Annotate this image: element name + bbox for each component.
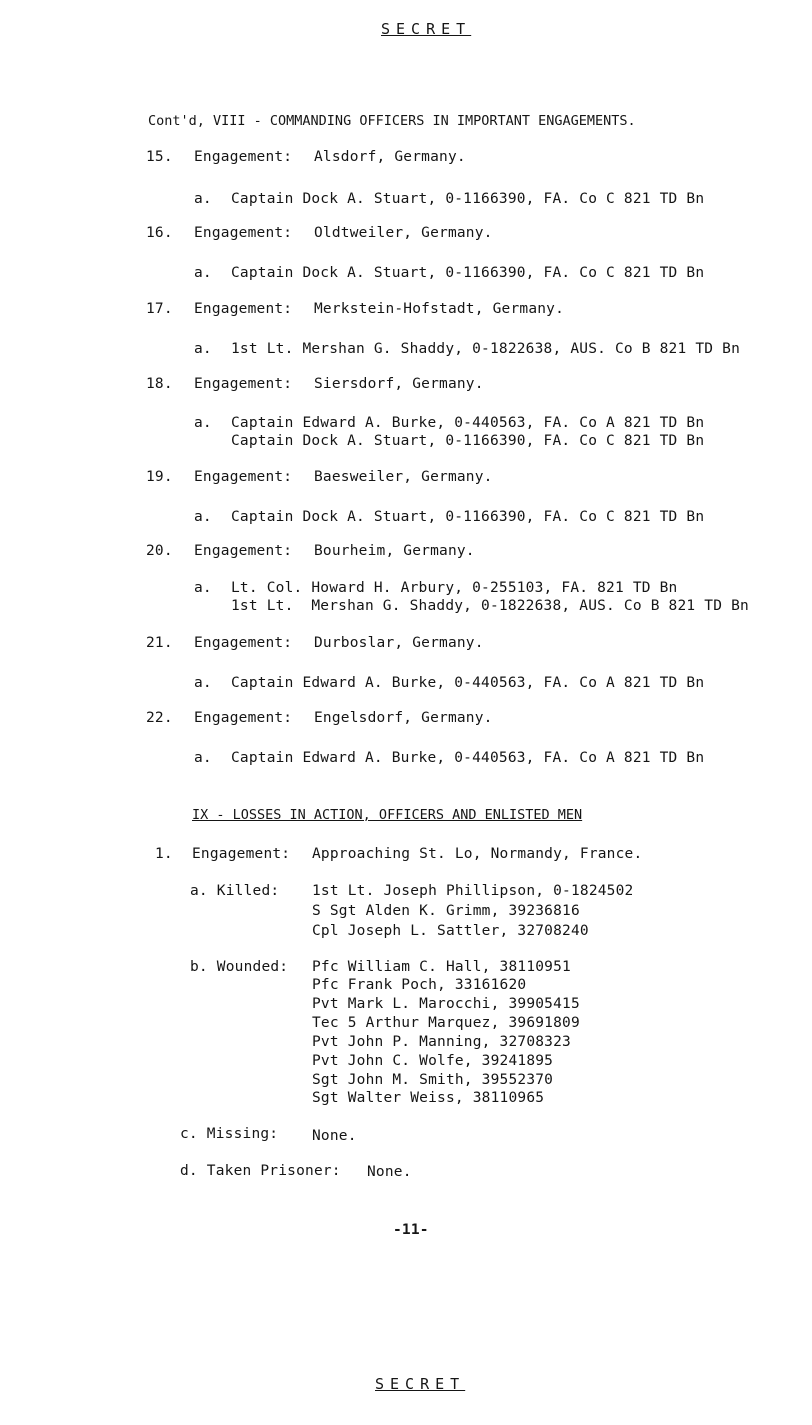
engagement-place: Siersdorf, Germany. [314, 376, 484, 392]
casualty-entry: Pfc William C. Hall, 38110951 [312, 959, 571, 975]
engagement-place: Bourheim, Germany. [314, 543, 475, 559]
casualty-entry: Tec 5 Arthur Marquez, 39691809 [312, 1015, 580, 1031]
engagement-label: Engagement: [194, 469, 293, 485]
officer-entry: Captain Dock A. Stuart, 0-1166390, FA. Co C 821 TD Bn [231, 265, 705, 281]
engagement-number: 17. [146, 301, 173, 317]
engagement-place: Alsdorf, Germany. [314, 149, 466, 165]
engagement-label: Engagement: [194, 376, 293, 392]
officer-entry: 1st Lt. Mershan G. Shaddy, 0-1822638, AUS. Co B 821 TD Bn [231, 598, 749, 614]
engagement-place: Approaching St. Lo, Normandy, France. [312, 846, 643, 862]
sub-marker: a. [194, 750, 212, 766]
engagement-place: Merkstein-Hofstadt, Germany. [314, 301, 565, 317]
engagement-number: 19. [146, 469, 173, 485]
engagement-label: Engagement: [194, 543, 293, 559]
casualty-entry: 1st Lt. Joseph Phillipson, 0-1824502 [312, 883, 634, 899]
engagement-number: 15. [146, 149, 173, 165]
wounded-label: b. Wounded: [190, 959, 289, 975]
sub-marker: a. [194, 415, 212, 431]
engagement-place: Oldtweiler, Germany. [314, 225, 493, 241]
engagement-number: 22. [146, 710, 173, 726]
casualty-entry: Sgt Walter Weiss, 38110965 [312, 1090, 545, 1106]
sub-marker: a. [194, 509, 212, 525]
prisoner-value: None. [367, 1164, 412, 1180]
engagement-label: Engagement: [194, 149, 293, 165]
sub-marker: a. [194, 675, 212, 691]
engagement-label: Engagement: [192, 846, 291, 862]
officer-entry: Captain Edward A. Burke, 0-440563, FA. Co A 821 TD Bn [231, 675, 705, 691]
casualty-entry: Pvt John P. Manning, 32708323 [312, 1034, 571, 1050]
engagement-label: Engagement: [194, 225, 293, 241]
casualty-entry: Pvt Mark L. Marocchi, 39905415 [312, 996, 580, 1012]
sub-marker: a. [194, 191, 212, 207]
officer-entry: Captain Dock A. Stuart, 0-1166390, FA. Co C 821 TD Bn [231, 433, 705, 449]
engagement-number: 18. [146, 376, 173, 392]
casualty-entry: Pvt John C. Wolfe, 39241895 [312, 1053, 554, 1069]
engagement-place: Durboslar, Germany. [314, 635, 484, 651]
sub-marker: a. [194, 580, 212, 596]
engagement-label: Engagement: [194, 710, 293, 726]
engagement-number: 16. [146, 225, 173, 241]
officer-entry: 1st Lt. Mershan G. Shaddy, 0-1822638, AUS. Co B 821 TD Bn [231, 341, 740, 357]
sub-marker: a. [194, 265, 212, 281]
officer-entry: Captain Edward A. Burke, 0-440563, FA. Co A 821 TD Bn [231, 750, 705, 766]
engagement-label: Engagement: [194, 635, 293, 651]
casualty-entry: Cpl Joseph L. Sattler, 32708240 [312, 923, 589, 939]
losses-section-heading: IX - LOSSES IN ACTION, OFFICERS AND ENLISTED MEN [192, 807, 583, 823]
sub-marker: a. [194, 341, 212, 357]
section-title: Cont'd, VIII - COMMANDING OFFICERS IN IMPORTANT ENGAGEMENTS. [148, 113, 636, 129]
missing-value: None. [312, 1128, 357, 1144]
officer-entry: Lt. Col. Howard H. Arbury, 0-255103, FA. 821 TD Bn [231, 580, 678, 596]
engagement-number: 1. [155, 846, 173, 862]
casualty-entry: S Sgt Alden K. Grimm, 39236816 [312, 903, 580, 919]
engagement-label: Engagement: [194, 301, 293, 317]
engagement-number: 21. [146, 635, 173, 651]
officer-entry: Captain Dock A. Stuart, 0-1166390, FA. Co C 821 TD Bn [231, 191, 705, 207]
officer-entry: Captain Edward A. Burke, 0-440563, FA. Co A 821 TD Bn [231, 415, 705, 431]
engagement-place: Engelsdorf, Germany. [314, 710, 493, 726]
casualty-entry: Pfc Frank Poch, 33161620 [312, 977, 527, 993]
officer-entry: Captain Dock A. Stuart, 0-1166390, FA. Co C 821 TD Bn [231, 509, 705, 525]
engagement-number: 20. [146, 543, 173, 559]
footer-classification: SECRET [375, 1375, 466, 1393]
missing-label: c. Missing: [180, 1126, 279, 1142]
casualty-entry: Sgt John M. Smith, 39552370 [312, 1072, 554, 1088]
header-classification: SECRET [381, 20, 472, 38]
prisoner-label: d. Taken Prisoner: [180, 1163, 341, 1179]
engagement-place: Baesweiler, Germany. [314, 469, 493, 485]
page-number: -11- [393, 1222, 429, 1238]
killed-label: a. Killed: [190, 883, 280, 899]
